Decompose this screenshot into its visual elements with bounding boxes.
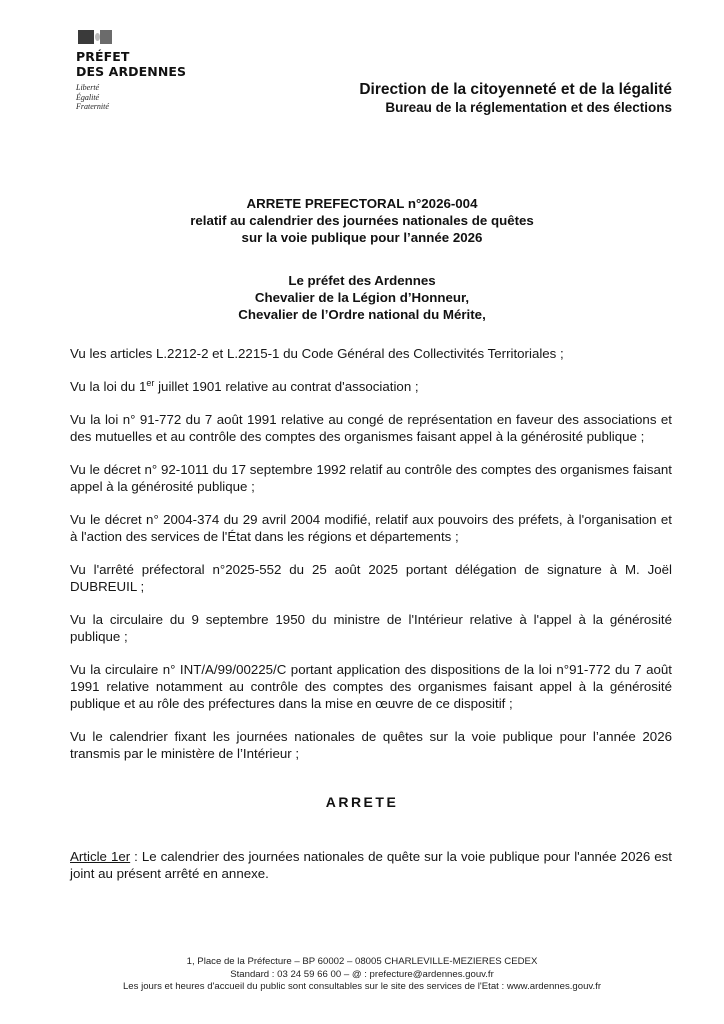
title-line3: sur la voie publique pour l’année 2026 [241,230,483,245]
logo-title-line1: PRÉFET [76,49,130,64]
direction-name: Direction de la citoyenneté et de la légalité [359,81,672,98]
visa-paragraph: Vu l'arrêté préfectoral n°2025-552 du 25 août 2025 portant délégation de signature à M. Joël DUBREUIL ; [70,562,672,594]
logo-title [76,49,186,79]
republic-motto [76,83,186,112]
footer-contact: Standard : 03 24 59 66 00 – @ : prefecture@ardennes.gouv.fr [230,968,494,980]
visa-paragraph: Vu le décret n° 92-1011 du 17 septembre 1992 relatif au contrôle des comptes des organismes faisant appel à la générosité publique ; [70,462,672,494]
prefet-line1: Le préfet des Ardennes [288,273,436,288]
visa-paragraph: Vu la loi n° 91-772 du 7 août 1991 relative au congé de représentation en faveur des associations et des mutuelles et au contrôle des comptes des organismes faisant appel à la générosité publique ; [70,412,672,444]
prefet-line3: Chevalier de l’Ordre national du Mérite, [238,307,486,322]
service-header [359,80,672,116]
motto-egalite: Égalité [76,92,100,102]
title-line2: relatif au calendrier des journées nationales de quêtes [190,213,534,228]
motto-fraternite: Fraternité [76,102,109,111]
visa-paragraph: Vu le calendrier fixant les journées nationales de quêtes sur la voie publique pour l’année 2026 transmis par le ministère de l’Intérieur ; [70,729,672,761]
logo-title-line2: DES ARDENNES [76,64,187,79]
visa-text: juillet 1901 relative au contrat d'association ; [154,379,419,394]
visa-text: Vu la loi du 1 [70,379,147,394]
article-label: Article 1er [70,849,131,864]
motto-liberte: Liberté [76,83,100,92]
article-text: : Le calendrier des journées nationales de quête sur la voie publique pour l'année 2026 est joint au présent arrêté en annexe. [70,849,673,881]
marianne-logo-icon [78,30,118,44]
visa-superscript: er [146,378,155,388]
visa-paragraph: Vu le décret n° 2004-374 du 29 avril 2004 modifié, relatif aux pouvoirs des préfets, à l'organisation et à l'action des services de l'État dans les régions et départements ; [70,512,672,544]
visa-paragraph: Vu la circulaire du 9 septembre 1950 du ministre de l'Intérieur relative à l'appel à la générosité publique ; [70,612,672,644]
visa-paragraph: Vu les articles L.2212-2 et L.2215-1 du Code Général des Collectivités Territoriales ; [70,346,564,361]
prefet-titles [0,272,724,323]
document-title [0,195,724,246]
bureau-name: Bureau de la réglementation et des élections [385,100,672,115]
visa-paragraph [70,378,672,395]
footer-info: Les jours et heures d'accueil du public sont consultables sur le site des services de l'Etat : www.ardennes.gouv.fr [122,981,602,992]
prefecture-logo [76,30,186,112]
prefet-line2: Chevalier de la Légion d’Honneur, [254,290,470,305]
page-footer [0,956,724,994]
arrete-heading: ARRETE [325,794,399,810]
title-line1: ARRETE PREFECTORAL n°2026-004 [246,196,478,211]
visas-section [70,345,672,778]
visa-paragraph: Vu la circulaire n° INT/A/99/00225/C portant application des dispositions de la loi n°91-772 du 7 août 1991 relative notamment au contrôle des comptes des organismes faisant appel à la générosité publique et au rôle des préfectures dans la mise en œuvre de ce dispositif ; [70,662,672,711]
article-1 [70,848,672,882]
footer-address: 1, Place de la Préfecture – BP 60002 – 08005 CHARLEVILLE-MEZIERES CEDEX [186,956,538,967]
